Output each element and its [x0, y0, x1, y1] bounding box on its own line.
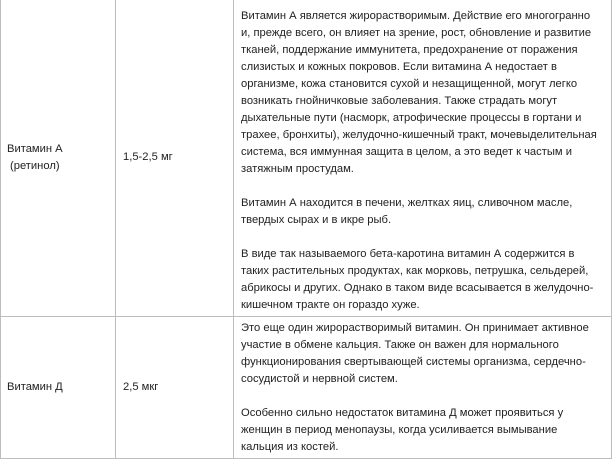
- vitamin-dose: 1,5-2,5 мг: [123, 151, 173, 163]
- description-paragraph: Витамин А является жирорастворимым. Действие его многогранно и, прежде всего, он влияет на зрение, рост, обновление и развитие тканей, поддержание иммунитета, предохранение от поражения слизистых и кожных покровов. Если витамина А недостает в организме, кожа становится сухой и незащищенной, могут легко возникать гнойничковые заболевания. Также страдать могут дыхательные пути (насморк, атрофические процессы в гортани и трахее, бронхиты), желудочно-кишечный тракт, мочевыделительная система, вся иммунная защита в целом, а это ведет к частым и затяжным простудам.: [241, 10, 597, 175]
- vitamin-name-cell: [1, 317, 116, 459]
- table-row-vitamin-d: [1, 317, 612, 459]
- vitamin-dose-cell: [116, 317, 234, 459]
- description-paragraph: В виде так называемого бета-каротина витамин А содержится в таких растительных продуктах, как морковь, петрушка, сельдерей, абрикосы и других. Однако в таком виде всасывается в желудочно-кишечном тракте он гораздо хуже.: [241, 248, 594, 311]
- description-paragraph: Витамин А находится в печени, желтках яиц, сливочном масле, твердых сырах и в икре рыб.: [241, 197, 573, 226]
- vitamin-description-cell: [234, 0, 612, 317]
- vitamin-dose-cell: [116, 0, 234, 317]
- vitamin-name: Витамин А: [7, 142, 63, 155]
- vitamin-name-sub: (ретинол): [10, 159, 60, 172]
- vitamin-description-cell: [234, 317, 612, 459]
- vitamin-dose: 2,5 мкг: [123, 381, 159, 393]
- description-paragraph: Особенно сильно недостаток витамина Д может проявиться у женщин в период менопаузы, когда усиливается вымывание кальция из костей.: [241, 407, 564, 453]
- vitamin-name: Витамин Д: [7, 381, 63, 393]
- description-paragraph: Это еще один жирорастворимый витамин. Он принимает активное участие в обмене кальция. Также он важен для нормального функционирования свертывающей системы организма, сердечно-сосудистой и нервной систем.: [241, 322, 589, 385]
- vitamin-name-cell: [1, 0, 116, 317]
- table-row-vitamin-a: [1, 0, 612, 317]
